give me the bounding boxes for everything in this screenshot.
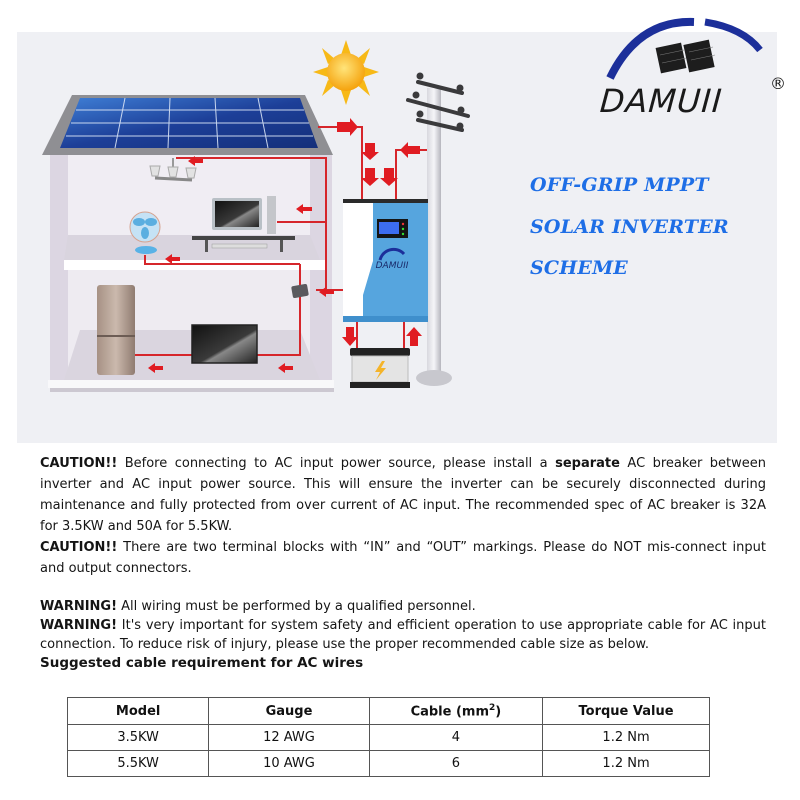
refrigerator-icon: [97, 285, 135, 375]
headline-line-1: OFF-GRIP MPPT: [530, 174, 709, 196]
tv-icon: [192, 325, 257, 363]
warning-paragraph-2: [40, 616, 766, 654]
cell-torque: 1.2 Nm: [543, 751, 710, 777]
header-gauge: Gauge: [209, 698, 370, 725]
table-header-row: [68, 698, 710, 725]
table-row: [68, 751, 710, 777]
brand-name: DAMUII: [598, 82, 724, 120]
safety-notes: [40, 453, 766, 672]
battery-icon: [350, 348, 410, 388]
cell-gauge: 10 AWG: [209, 751, 370, 777]
caution-paragraph-2: [40, 537, 766, 579]
cell-model: 5.5KW: [68, 751, 209, 777]
solar-panel: [42, 95, 333, 155]
cell-cable: 6: [369, 751, 542, 777]
registered-mark: ®: [770, 74, 786, 93]
table-title: Suggested cable requirement for AC wires: [40, 655, 364, 671]
caution-label: CAUTION!!: [40, 540, 118, 555]
sun-icon: [313, 40, 379, 105]
cell-model: 3.5KW: [68, 725, 209, 751]
header-model: Model: [68, 698, 209, 725]
warning-label: WARNING!: [40, 618, 118, 633]
caution-text: AC breaker between inverter and AC input power source. This will ensure the inverter can be securely disconnected during maintenance and fully protected from over current of AC input. The recommended spec of AC breaker is 32A for 3.5KW and 50A for 5.5KW.: [40, 456, 766, 534]
warning-label: WARNING!: [40, 599, 118, 614]
brand-logo-text: [590, 12, 790, 127]
caution-text: There are two terminal blocks with “IN” and “OUT” markings. Please do NOT mis-connect input and output connectors.: [40, 540, 766, 576]
table-row: [68, 725, 710, 751]
cell-gauge: 12 AWG: [209, 725, 370, 751]
caution-paragraph-1: [40, 453, 766, 537]
cell-cable: 4: [369, 725, 542, 751]
warning-text: It's very important for system safety and efficient operation to use appropriate cable for AC input connection. To reduce risk of injury, please use the proper recommended cable size as below.: [40, 618, 766, 652]
cell-torque: 1.2 Nm: [543, 725, 710, 751]
header-cable: Cable $(mm^2)$: [369, 698, 542, 725]
warning-text: All wiring must be performed by a qualified personnel.: [117, 599, 476, 614]
headline-line-3: SCHEME: [530, 257, 628, 279]
caution-text: Before connecting to AC input power source, please install a: [117, 456, 556, 471]
separate-emphasis: separate: [555, 456, 620, 471]
cable-requirement-table: [67, 697, 710, 777]
inverter-icon: [343, 199, 428, 322]
header-torque: Torque Value: [543, 698, 710, 725]
house: [48, 155, 334, 392]
inverter-brand-label: DAMUII: [375, 261, 409, 271]
headline-line-2: SOLAR INVERTER: [530, 216, 729, 238]
caution-label: CAUTION!!: [40, 456, 118, 471]
warning-paragraph-1: [40, 597, 766, 616]
